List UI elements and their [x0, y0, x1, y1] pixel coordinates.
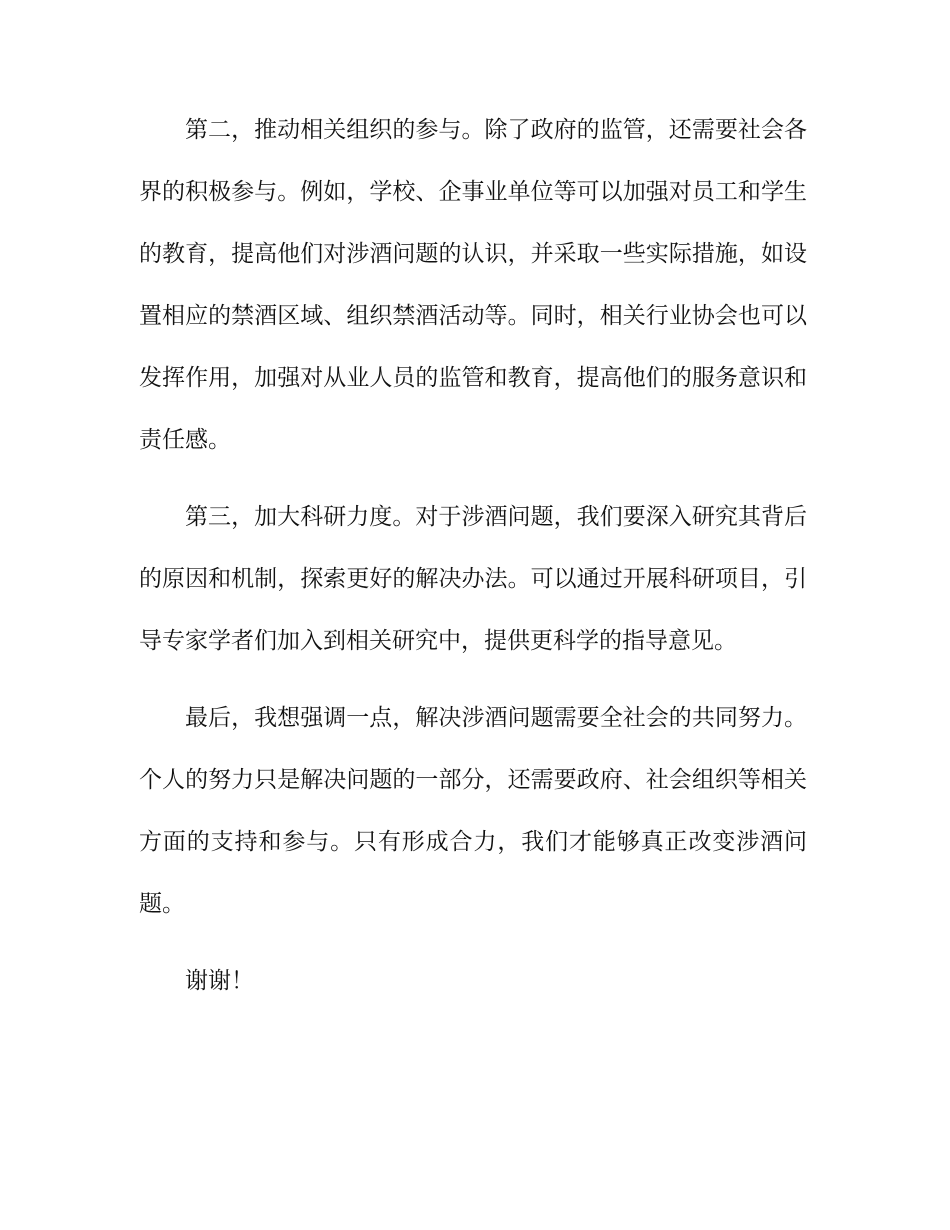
paragraph-second-point: 第二，推动相关组织的参与。除了政府的监管，还需要社会各界的积极参与。例如，学校、企事业单位等可以加强对员工和学生的教育，提高他们对涉酒问题的认识，并采取一些实际措施，如设置相应的禁酒区域、组织禁酒活动等。同时，相关行业协会也可以发挥作用，加强对从业人员的监管和教育，提高他们的服务意识和责任感。: [139, 117, 807, 453]
document-body: [139, 99, 807, 1027]
paragraph-conclusion: 最后，我想强调一点，解决涉酒问题需要全社会的共同努力。个人的努力只是解决问题的一部分，还需要政府、社会组织等相关方面的支持和参与。只有形成合力，我们才能够真正改变涉酒问题。: [139, 705, 807, 917]
paragraph-third-point: 第三，加大科研力度。对于涉酒问题，我们要深入研究其背后的原因和机制，探索更好的解决办法。可以通过开展科研项目，引导专家学者们加入到相关研究中，提供更科学的指导意见。: [139, 504, 807, 654]
paragraph-thanks: 谢谢！: [185, 968, 254, 994]
